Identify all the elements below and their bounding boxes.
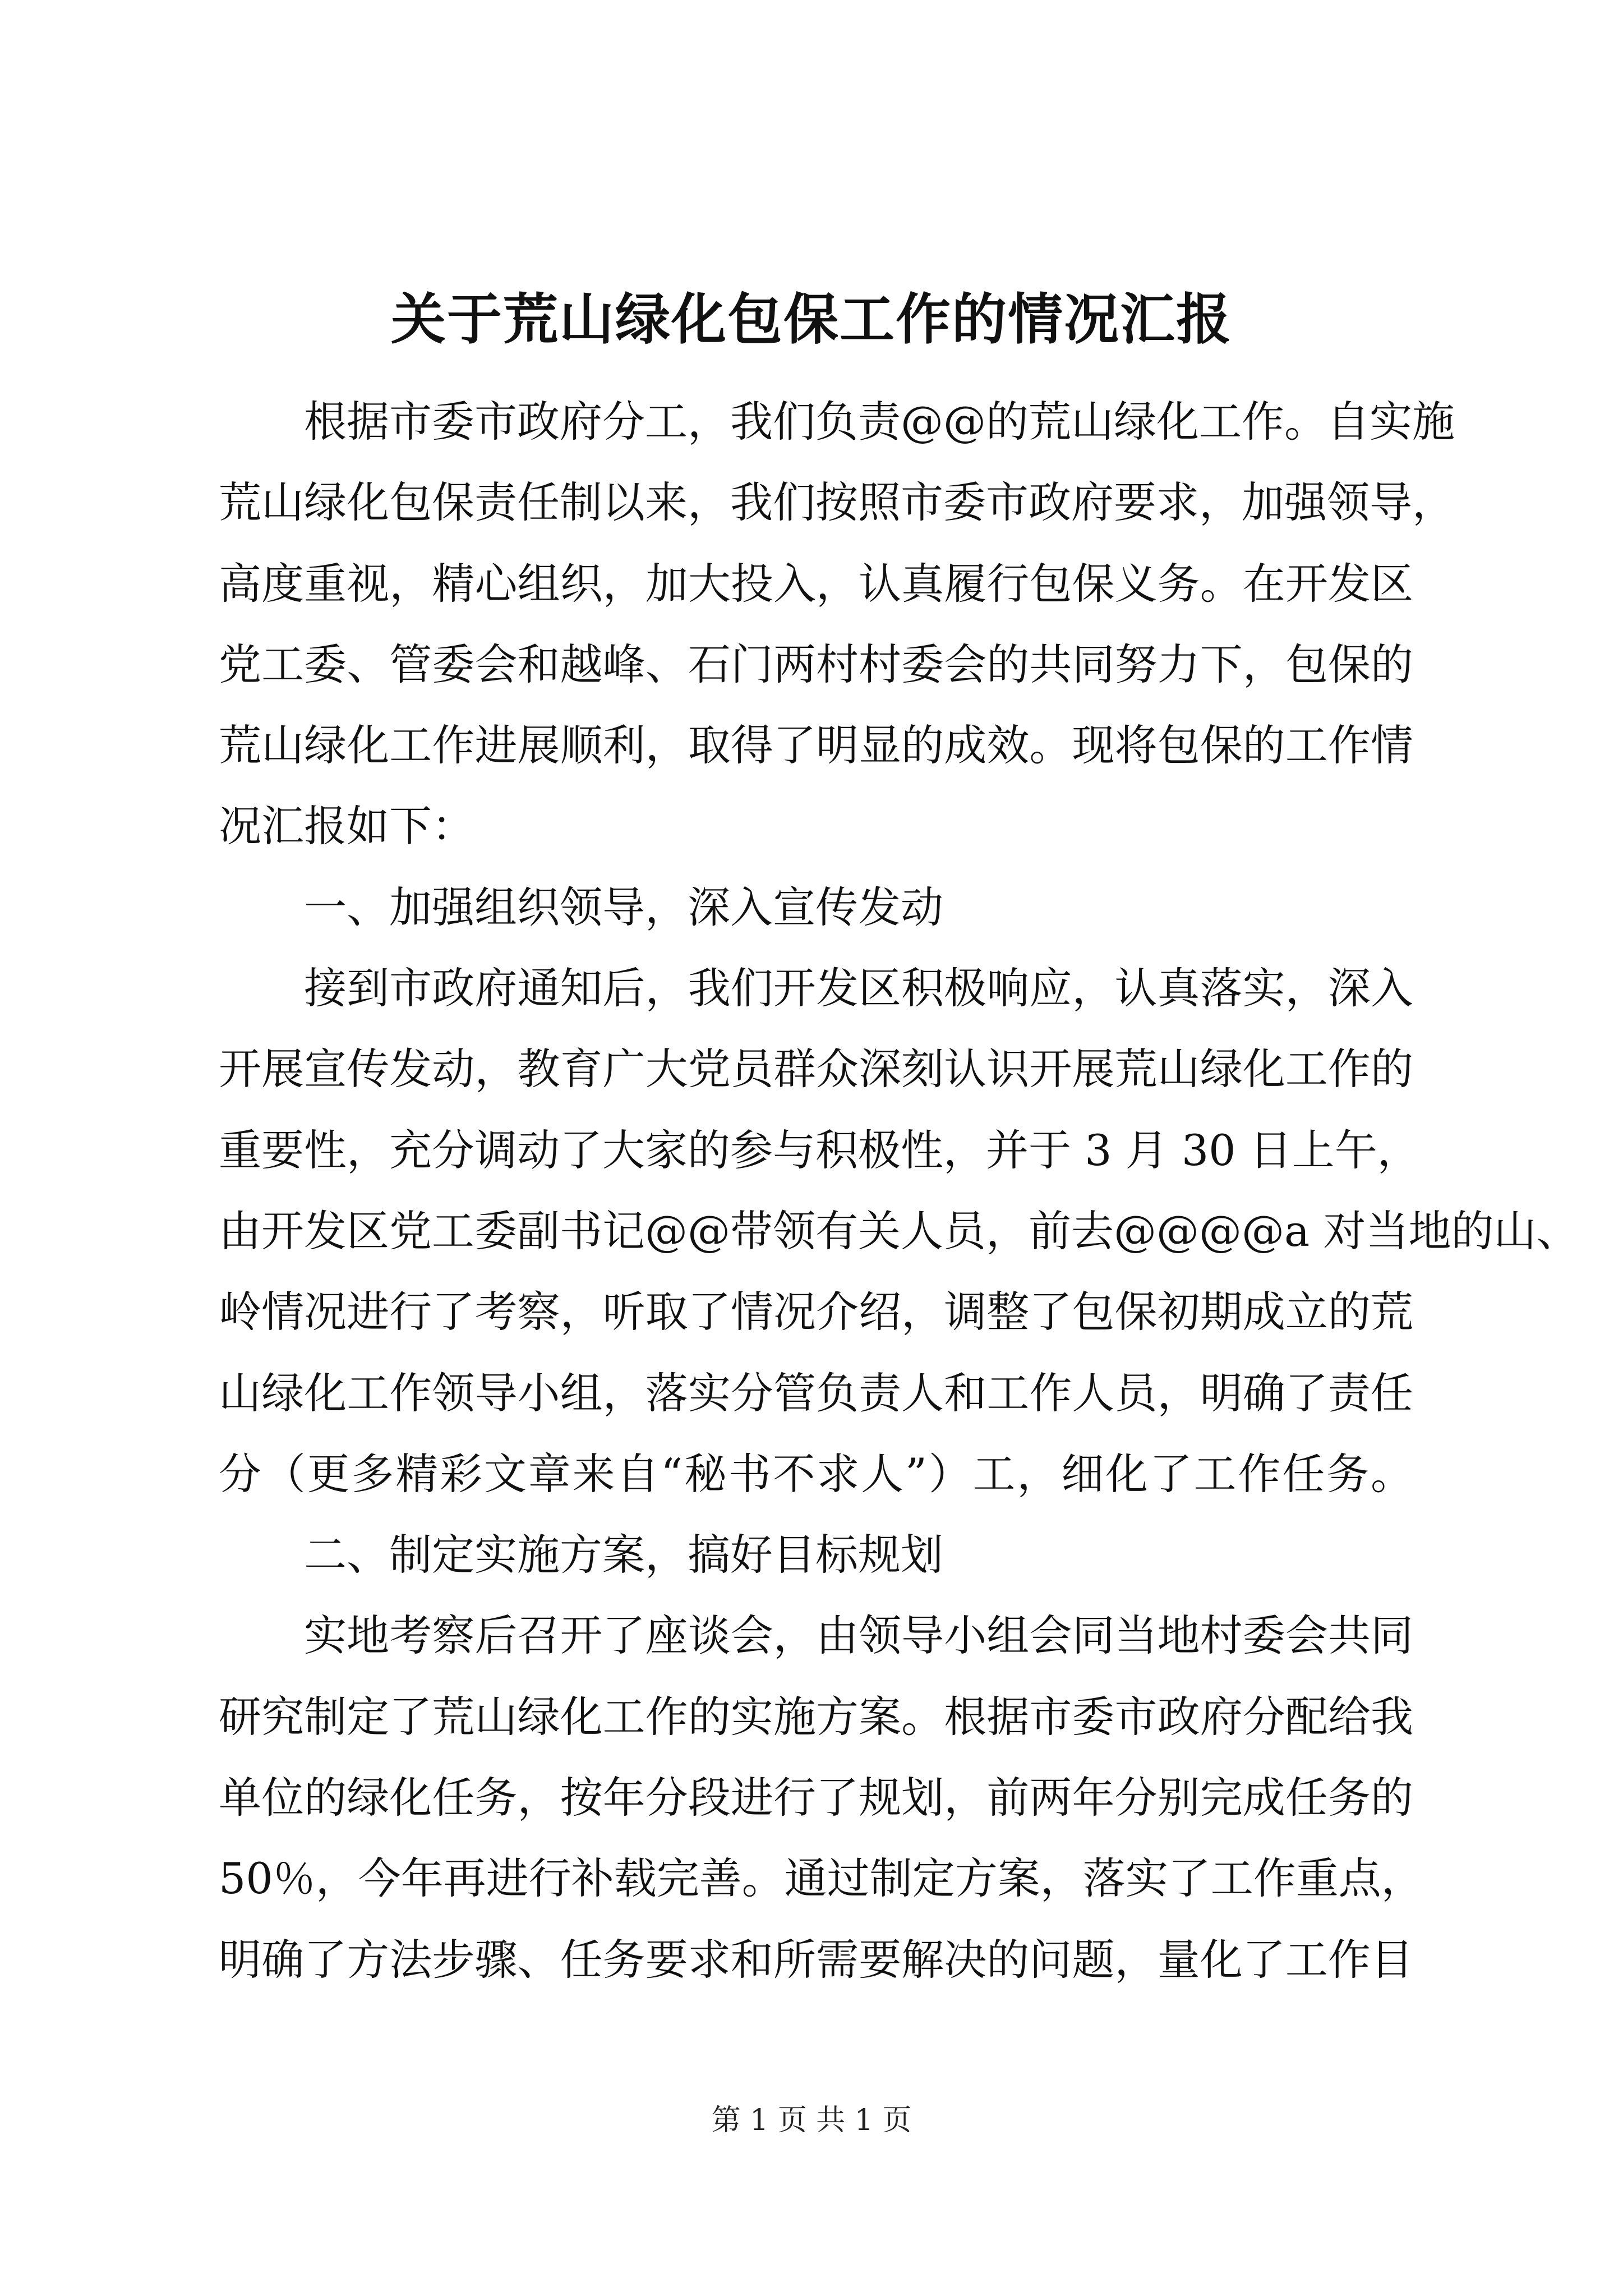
body-line: 二、制定实施方案，搞好目标规划: [304, 1530, 943, 1580]
body-line: 况汇报如下：: [219, 801, 474, 852]
body-line: 开展宣传发动，教育广大党员群众深刻认识开展荒山绿化工作的: [219, 1044, 1413, 1094]
body-line: 50％，今年再进行补载完善。通过制定方案，落实了工作重点，: [219, 1853, 1424, 1904]
body-line: 接到市政府通知后，我们开发区积极响应，认真落实，深入: [304, 963, 1413, 1014]
body-line: 研究制定了荒山绿化工作的实施方案。根据市委市政府分配给我: [219, 1691, 1413, 1742]
body-line: 荒山绿化包保责任制以来，我们按照市委市政府要求，加强领导，: [219, 477, 1455, 528]
body-line: 荒山绿化工作进展顺利，取得了明显的成效。现将包保的工作情: [219, 720, 1413, 771]
document-body: [219, 381, 1579, 2000]
body-line: 重要性，充分调动了大家的参与积极性，并于 3 月 30 日上午，: [219, 1125, 1420, 1175]
body-line: 岭情况进行了考察，听取了情况介绍，调整了包保初期成立的荒: [219, 1287, 1413, 1337]
body-line: 明确了方法步骤、任务要求和所需要解决的问题，量化了工作目: [219, 1934, 1413, 1985]
body-line: 一、加强组织领导，深入宣传发动: [304, 882, 943, 932]
body-line: 山绿化工作领导小组，落实分管负责人和工作人员，明确了责任: [219, 1368, 1413, 1418]
body-line: 党工委、管委会和越峰、石门两村村委会的共同努力下，包保的: [219, 639, 1413, 689]
body-line: 由开发区党工委副书记@@带领有关人员，前去@@@@a 对当地的山、: [219, 1205, 1579, 1256]
body-line: 单位的绿化任务，按年分段进行了规划，前两年分别完成任务的: [219, 1773, 1413, 1823]
body-line: 根据市委市政府分工，我们负责@@的荒山绿化工作。自实施: [304, 397, 1455, 447]
page-footer: 第 1 页 共 1 页: [711, 2104, 912, 2137]
body-line: 分（更多精彩文章来自“秘书不求人”）工，细化了工作任务。: [219, 1448, 1413, 1499]
body-line: 实地考察后召开了座谈会，由领导小组会同当地村委会共同: [304, 1611, 1413, 1661]
body-line: 高度重视，精心组织，加大投入，认真履行包保义务。在开发区: [219, 558, 1413, 609]
document-title: 关于荒山绿化包保工作的情况汇报: [390, 287, 1232, 352]
